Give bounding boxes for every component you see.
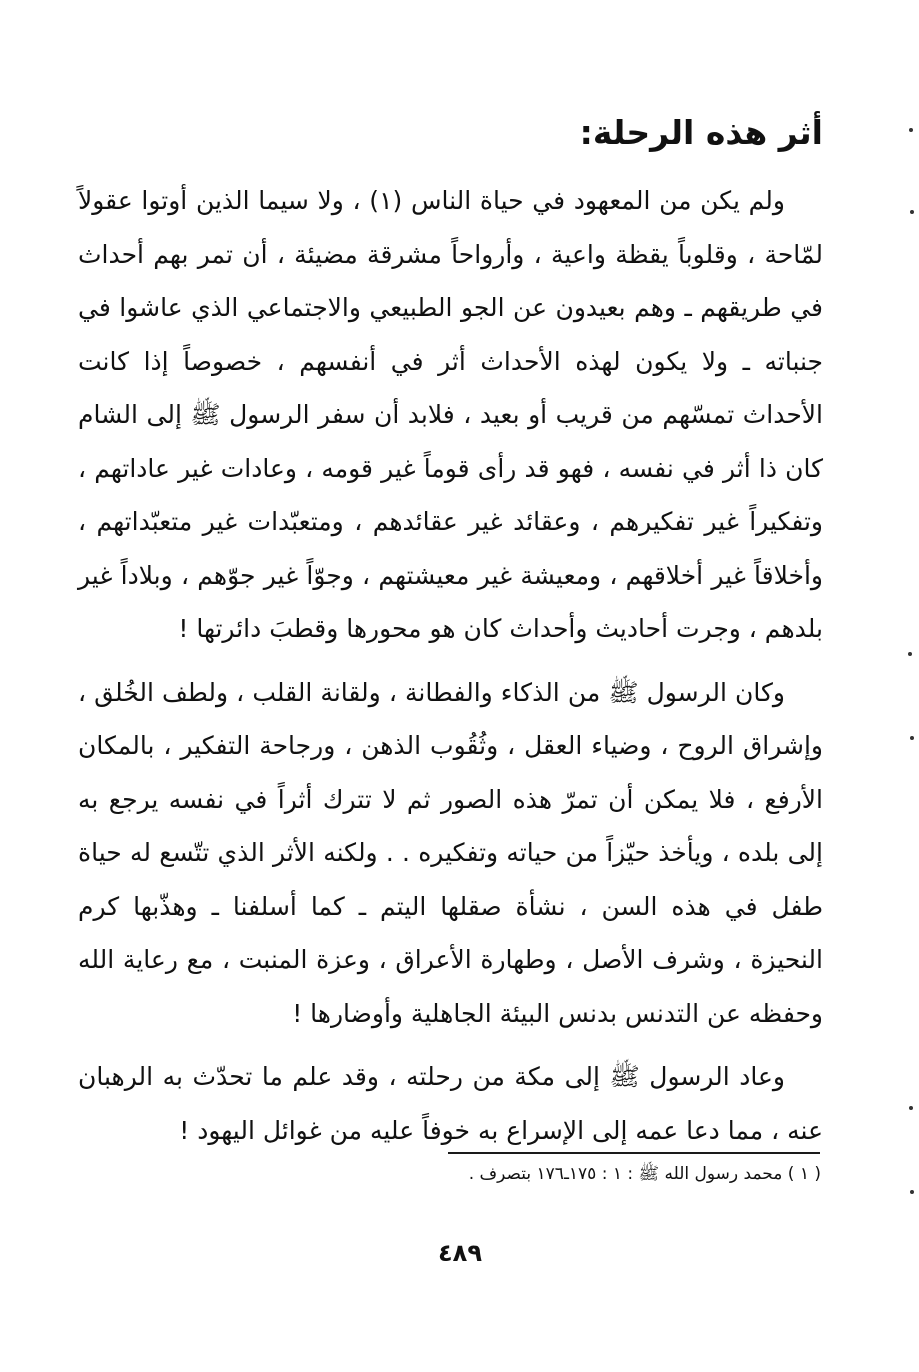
paragraph-1: ولم يكن من المعهود في حياة الناس (١) ، ولا سيما الذين أوتوا عقولاً لمّاحة ، وقلوباً يقظة واعية ، وأرواحاً مشرقة مضيئة ، أن تمر بهم أحداث في طريقهم ـ وهم بعيدون عن الجو الطبيعي والاجتماعي الذي عاشوا في جنباته ـ ولا يكون لهذه الأحداث أثر في أنفسهم ، خصوصاً إذا كانت الأحداث تمسّهم من قريب أو بعيد ، فلابد أن سفر الرسول ﷺ إلى الشام كان ذا أثر في نفسه ، فهو قد رأى قوماً غير قومه ، وعادات غير عاداتهم ، وتفكيراً غير تفكيرهم ، وعقائد غير عقائدهم ، ومتعبّدات غير متعبّداتهم ، وأخلاقاً غير أخلاقهم ، ومعيشة غير معيشتهم ، وجوّاً غير جوّهم ، وبلاداً غير بلدهم ، وجرت أحاديث وأحداث كان هو محورها وقطبَ دائرتها ! [78,186,823,643]
page-number: ٤٨٩ [438,1239,482,1267]
section-heading: أثر هذه الرحلة: [579,113,823,152]
scan-speck [910,736,914,740]
page-body [78,104,823,1167]
scan-speck [910,1190,914,1194]
footnote: ( ١ ) محمد رسول الله ﷺ : ١ : ١٧٥ـ١٧٦ بتصرف . [468,1164,821,1184]
scan-speck [909,1106,913,1110]
scan-speck [910,210,914,214]
footnote-divider [448,1152,820,1154]
paragraph-3: وعاد الرسول ﷺ إلى مكة من رحلته ، وقد علم ما تحدّث به الرهبان عنه ، مما دعا عمه إلى الإسراع به خوفاً عليه من غوائل اليهود ! [78,1062,823,1145]
paragraph-2: وكان الرسول ﷺ من الذكاء والفطانة ، ولقانة القلب ، ولطف الخُلق ، وإشراق الروح ، وضياء العقل ، وثُقُوب الذهن ، ورجاحة التفكير ، بالمكان الأرفع ، فلا يمكن أن تمرّ هذه الصور ثم لا تترك أثراً في نفسه يرجع به إلى بلده ، ويأخذ حيّزاً من حياته وتفكيره . . ولكنه الأثر الذي تتّسع له حياة طفل في هذه السن ، نشأة صقلها اليتم ـ كما أسلفنا ـ وهذّبها كرم النحيزة ، وشرف الأصل ، وطهارة الأعراق ، وعزة المنبت ، مع رعاية الله وحفظه عن التدنس بدنس البيئة الجاهلية وأوضارها ! [78,677,823,1028]
scan-speck [909,128,913,132]
scan-speck [908,652,912,656]
